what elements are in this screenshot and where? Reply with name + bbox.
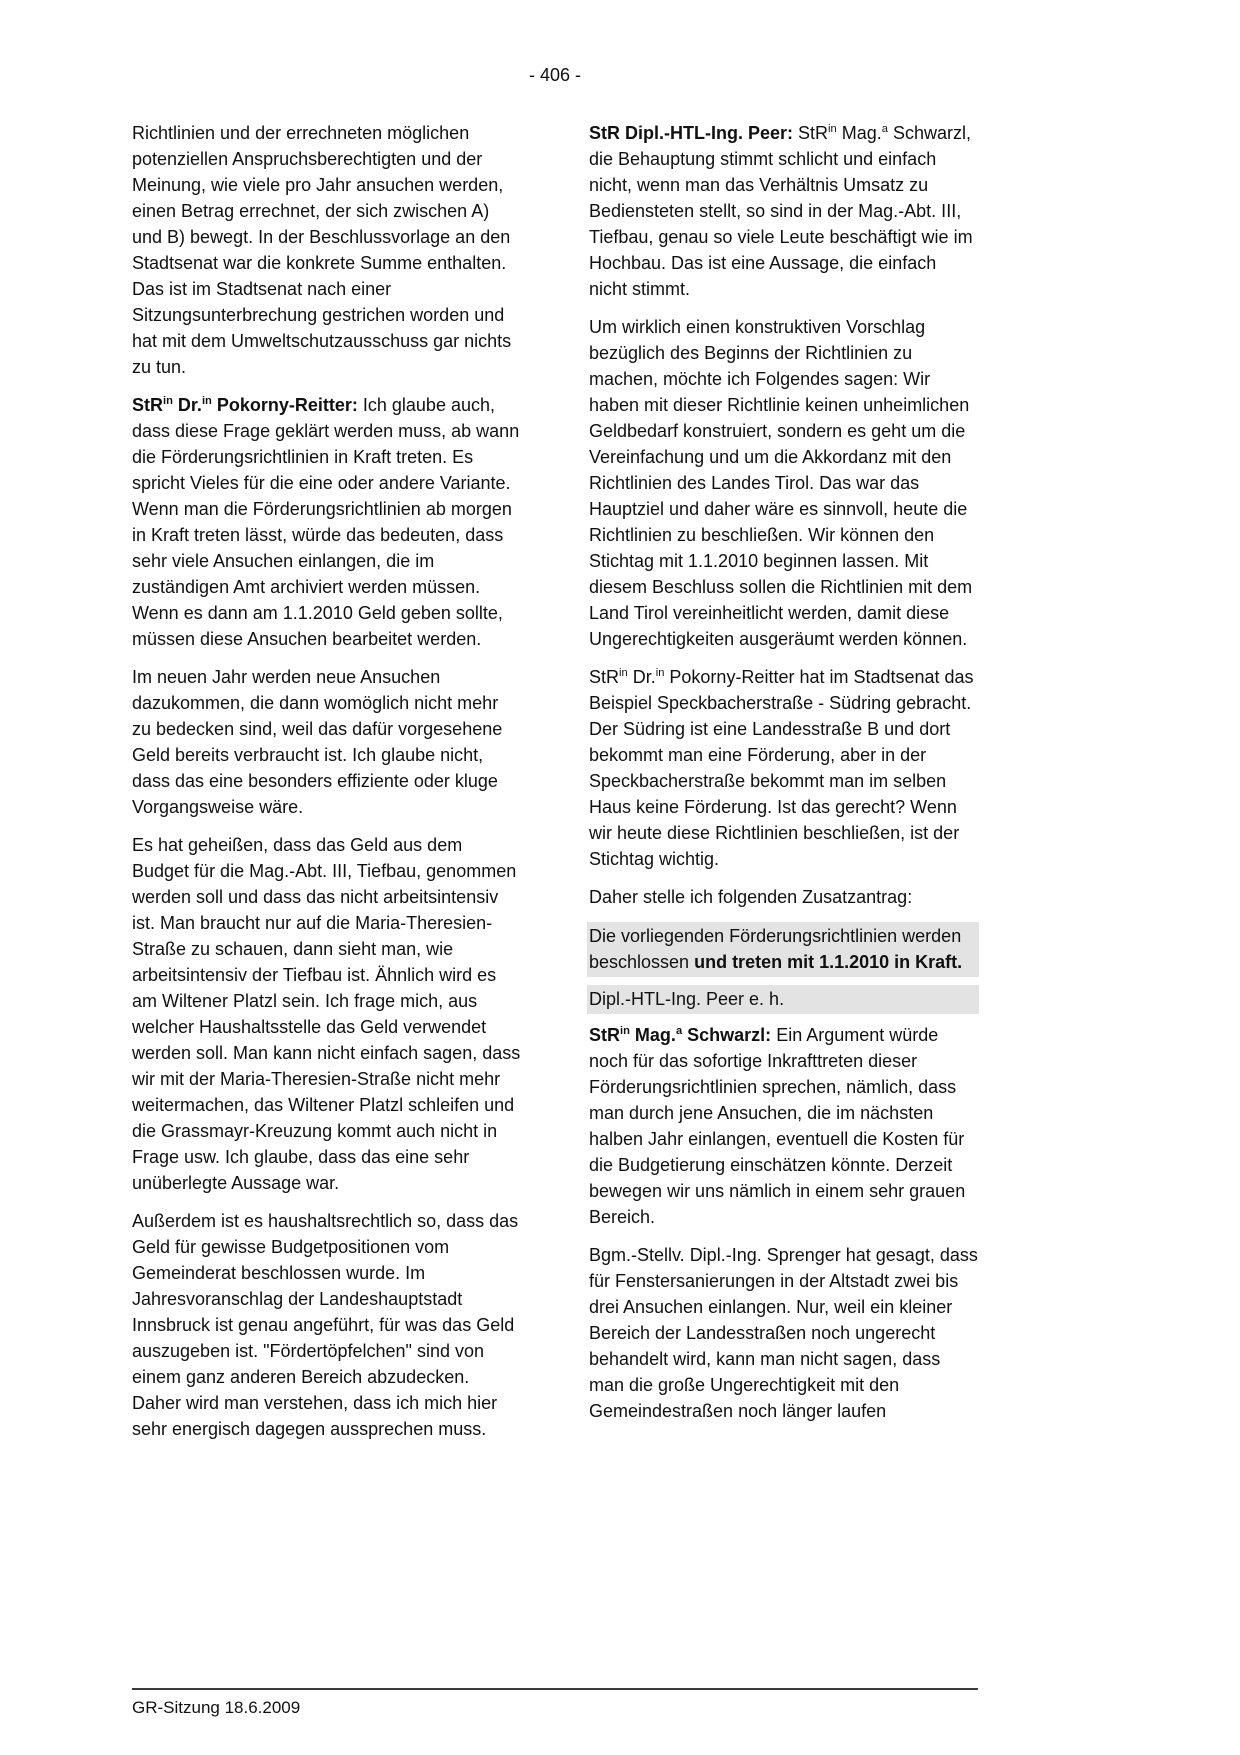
superscript-text: in bbox=[201, 395, 212, 407]
paragraph bbox=[589, 1242, 979, 1424]
bold-text: Pokorny-Reitter: bbox=[211, 395, 358, 415]
text-run: Pokorny-Reitter hat im Stadtsenat das Beispiel Speckbacherstraße - Südring gebracht. Der Südring ist eine Landesstraße B und dort bekommt man eine Förderung, aber in der Speckbacherstraße bekommt man im selben Haus keine Förderung. Ist das gerecht? Wenn wir heute diese Richtlinien beschließen, ist der Stichtag wichtig. bbox=[589, 667, 974, 869]
bold-text: Dr. bbox=[172, 395, 202, 415]
superscript-text: in bbox=[655, 667, 665, 679]
highlighted-paragraph bbox=[587, 985, 979, 1014]
superscript-text: in bbox=[163, 395, 173, 407]
text-run: Bgm.-Stellv. Dipl.-Ing. Sprenger hat gesagt, dass für Fenstersanierungen in der Altstadt zwei bis drei Ansuchen einlangen. Nur, weil ein kleiner Bereich der Landesstraßen noch ungerecht behandelt wird, kann man nicht sagen, dass man die große Ungerechtigkeit mit den Gemeindestraßen noch länger laufen bbox=[589, 1245, 978, 1421]
superscript-text: a bbox=[675, 1025, 683, 1037]
text-run: Richtlinien und der errechneten möglichen potenziellen Anspruchsberechtigten und der Meinung, wie viele pro Jahr ansuchen werden, einen Betrag errechnet, der sich zwischen A) und B) bewegt. In der Beschlussvorlage an den Stadtsenat war die konkrete Summe enthalten. Das ist im Stadtsenat nach einer Sitzungsunterbrechung gestrichen worden und hat mit dem Umweltschutzausschuss gar nichts zu tun. bbox=[132, 123, 512, 377]
paragraph bbox=[589, 120, 979, 302]
text-run: Um wirklich einen konstruktiven Vorschlag bezüglich des Beginns der Richtlinien zu machen, möchte ich Folgendes sagen: Wir haben mit dieser Richtlinie keinen unheimlichen Geldbedarf konstruiert, sondern es geht um die Vereinfachung und um die Akkordanz mit den Richtlinien des Landes Tirol. Das war das Hauptziel und daher wäre es sinnvoll, heute die Richtlinien zu beschließen. Wir können den Stichtag mit 1.1.2010 beginnen lassen. Mit diesem Beschluss sollen die Richtlinien mit dem Land Tirol vereinheitlicht werden, damit diese Ungerechtigkeiten ausgeräumt werden können. bbox=[589, 317, 973, 649]
text-run: Im neuen Jahr werden neue Ansuchen dazukommen, die dann womöglich nicht mehr zu bedecken sind, weil das dafür vorgesehene Geld bereits verbraucht ist. Ich glaube nicht, dass das eine besonders effiziente oder kluge Vorgangsweise wäre. bbox=[132, 667, 503, 817]
text-run: Es hat geheißen, dass das Geld aus dem Budget für die Mag.-Abt. III, Tiefbau, genommen werden soll und dass das nicht arbeitsintensiv ist. Man braucht nur auf die Maria-Theresien-Straße zu schauen, dann sieht man, wie arbeitsintensiv der Tiefbau ist. Ähnlich wird es am Wiltener Platzl sein. Ich frage mich, aus welcher Haushaltsstelle das Geld verwendet werden soll. Man kann nicht einfach sagen, dass wir mit der Maria-Theresien-Straße nicht mehr weitermachen, das Wiltener Platzl schleifen und die Grassmayr-Kreuzung kommt auch nicht in Frage usw. Ich glaube, dass das eine sehr unüberlegte Aussage war. bbox=[132, 835, 521, 1193]
paragraph bbox=[589, 664, 979, 872]
superscript-text: in bbox=[620, 1025, 630, 1037]
text-run: Mag. bbox=[836, 123, 882, 143]
highlighted-paragraph bbox=[587, 922, 979, 977]
superscript-text: in bbox=[619, 667, 628, 679]
paragraph bbox=[132, 120, 522, 380]
text-run: Dr. bbox=[627, 667, 656, 687]
text-run: Außerdem ist es haushaltsrechtlich so, dass das Geld für gewisse Budgetpositionen vom Gemeinderat beschlossen wurde. Im Jahresvoranschlag der Landeshauptstadt Innsbruck ist genau angeführt, für was das Geld auszugeben ist. "Fördertöpfelchen" sind von einem ganz anderen Bereich abzudecken. Daher wird man verstehen, dass ich mich hier sehr energisch dagegen aussprechen muss. bbox=[132, 1211, 519, 1439]
page-footer bbox=[132, 1688, 978, 1721]
text-run: Ein Argument würde noch für das sofortige Inkrafttreten dieser Förderungsrichtlinien sprechen, nämlich, dass man durch jene Ansuchen, die im nächsten halben Jahr einlangen, eventuell die Kosten für die Budgetierung einschätzen könnte. Derzeit bewegen wir uns nämlich in einem sehr grauen Bereich. bbox=[589, 1025, 966, 1227]
text-run: Die vorliegenden Förderungsrichtlinien werden beschlossen bbox=[589, 926, 962, 972]
text-run: Ich glaube auch, dass diese Frage geklärt werden muss, ab wann die Förderungsrichtlinien in Kraft treten. Es spricht Vieles für die eine oder andere Variante. Wenn man die Förderungsrichtlinien ab morgen in Kraft treten lässt, würde das bedeuten, dass sehr viele Ansuchen einlangen, die im zuständigen Amt archiviert werden müssen. Wenn es dann am 1.1.2010 Geld geben sollte, müssen diese Ansuchen bearbeitet werden. bbox=[132, 395, 520, 649]
bold-text: StR bbox=[589, 1025, 620, 1045]
bold-text: StR Dipl.-HTL-Ing. Peer: bbox=[589, 123, 793, 143]
superscript-text: in bbox=[828, 123, 837, 135]
paragraph bbox=[589, 884, 979, 910]
paragraph bbox=[589, 314, 979, 652]
paragraph bbox=[132, 392, 522, 652]
paragraph bbox=[132, 664, 522, 820]
paragraph bbox=[132, 1208, 522, 1442]
right-column bbox=[589, 120, 979, 1436]
bold-text: Mag. bbox=[629, 1025, 676, 1045]
bold-text: StR bbox=[132, 395, 163, 415]
text-columns bbox=[132, 120, 978, 1454]
footer-text: GR-Sitzung 18.6.2009 bbox=[132, 1698, 301, 1717]
bold-text: Schwarzl: bbox=[682, 1025, 772, 1045]
paragraph bbox=[132, 832, 522, 1196]
text-run: Schwarzl, die Behauptung stimmt schlicht und einfach nicht, wenn man das Verhältnis Umsatz zu Bediensteten stellt, so sind in der Mag.-Abt. III, Tiefbau, genau so viele Leute beschäftigt wie im Hochbau. Das ist eine Aussage, die einfach nicht stimmt. bbox=[589, 123, 973, 299]
text-run: Dipl.-HTL-Ing. Peer e. h. bbox=[589, 989, 785, 1009]
text-run: Daher stelle ich folgenden Zusatzantrag: bbox=[589, 887, 913, 907]
text-run: StR bbox=[793, 123, 829, 143]
paragraph bbox=[589, 1022, 979, 1230]
left-column bbox=[132, 120, 522, 1454]
page-number: - 406 - bbox=[528, 65, 582, 85]
superscript-text: a bbox=[881, 123, 888, 135]
text-run: StR bbox=[589, 667, 620, 687]
bold-text: und treten mit 1.1.2010 in Kraft. bbox=[694, 952, 963, 972]
